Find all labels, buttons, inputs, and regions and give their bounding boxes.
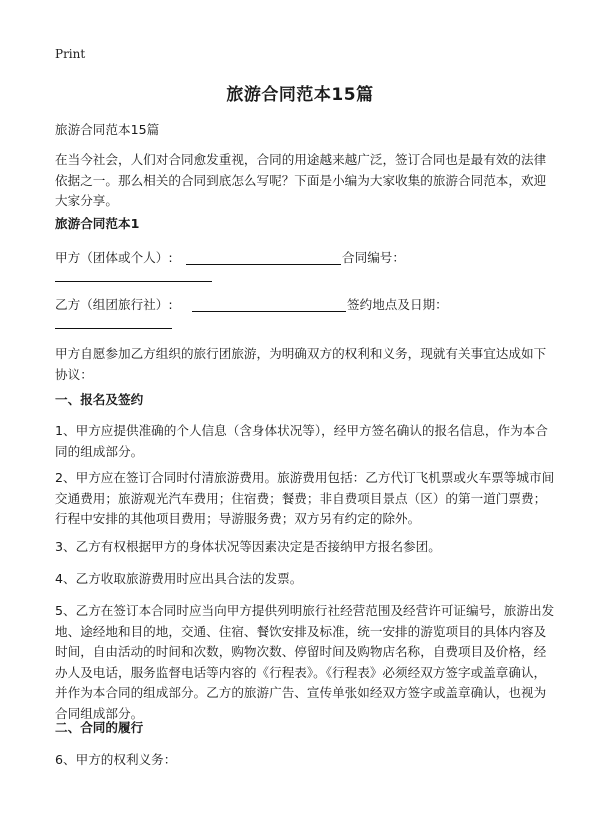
preamble-paragraph: 甲方自愿参加乙方组织的旅行团旅游，为明确双方的权利和义务，现就有关事宜达成如下协议： (55, 346, 547, 382)
clause-4: 4、乙方收取旅游费用时应出具合法的发票。 (55, 571, 303, 586)
sign-place-date-blank[interactable] (55, 328, 172, 329)
party-b-blank[interactable] (192, 311, 346, 312)
print-link[interactable]: Print (55, 47, 86, 61)
party-b-label: 乙方（组团旅行社）: (55, 297, 173, 312)
clause-3: 3、乙方有权根据甲方的身体状况等因素决定是否接纳甲方报名参团。 (55, 539, 441, 554)
clause-2: 2、甲方应在签订合同时付清旅游费用。旅游费用包括：乙方代订飞机票或火车票等城市间交通费用；旅游观光汽车费用；住宿费；餐费；非自费项目景点（区）的第一道门票费；行程中安排的其他项目费用；导游服务费；双方另有约定的除外。 (55, 470, 555, 526)
party-a-blank[interactable] (186, 264, 341, 265)
heading-registration: 一、报名及签约 (55, 392, 144, 407)
clause-1: 1、甲方应提供准确的个人信息（含身体状况等），经甲方签名确认的报名信息，作为本合同的组成部分。 (55, 423, 548, 459)
heading-performance: 二、合同的履行 (55, 720, 144, 735)
clause-6: 6、甲方的权利义务： (55, 752, 177, 767)
sign-place-date-label: 签约地点及日期： (347, 297, 448, 312)
contract-no-blank[interactable] (55, 281, 212, 282)
contract-no-label: 合同编号： (342, 250, 405, 265)
intro-paragraph: 在当今社会，人们对合同愈发重视，合同的用途越来越广泛，签订合同也是最有效的法律依据之一。那么相关的合同到底怎么写呢？下面是小编为大家收集的旅游合同范本，欢迎大家分享。 (55, 152, 547, 208)
clause-5: 5、乙方在签订本合同时应当向甲方提供列明旅行社经营范围及经营许可证编号，旅游出发地、途经地和目的地，交通、住宿、餐饮安排及标准，统一安排的游览项目的具体内容及时间，自由活动的时间和次数，购物次数、停留时间及购物店名称，自费项目及价格，经办人及电话，服务监督电话等内容的《行程表》。《行程表》必须经双方签字或盖章确认，并作为本合同的组成部分。乙方的旅游广告、宣传单张如经双方签字或盖章确认，也视为合同组成部分。 (55, 603, 555, 721)
party-a-label: 甲方（团体或个人）: (55, 250, 173, 265)
section-title: 旅游合同范本1 (55, 216, 140, 231)
document-subtitle: 旅游合同范本15篇 (55, 122, 160, 137)
document-title: 旅游合同范本15篇 (226, 85, 374, 105)
